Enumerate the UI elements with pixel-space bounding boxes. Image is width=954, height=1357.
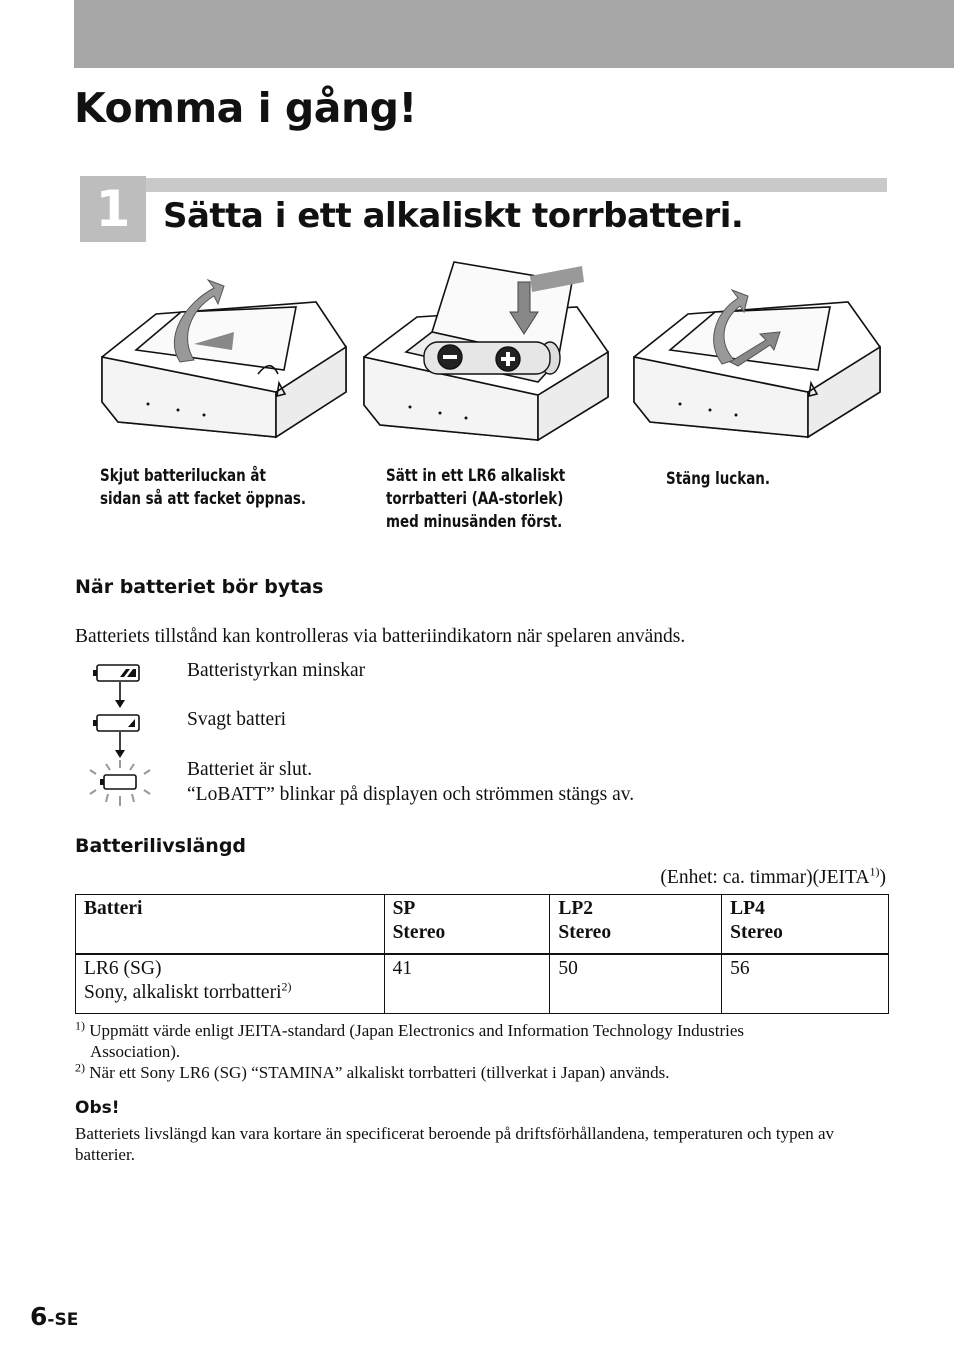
battery-empty-blinking-icon — [90, 760, 150, 806]
table-row — [76, 954, 889, 1014]
note-heading: Obs! — [75, 1098, 120, 1118]
step-rule — [146, 178, 887, 192]
battery-indicator-diagram — [82, 660, 160, 810]
battery-state-2: Svagt batteri — [187, 709, 287, 730]
replace-heading: När batteriet bör bytas — [75, 576, 324, 598]
device-close-cover-illustration — [630, 252, 886, 452]
page-number: 6-SE — [30, 1302, 79, 1331]
illustration-caption-3: Stäng luckan. — [666, 469, 771, 489]
illustration-caption-1: Skjut batteriluckan åt sidan så att facket öppnas. — [100, 466, 307, 509]
cell-battery: LR6 (SG) Sony, alkaliskt torrbatteri$^{2)}$ — [76, 954, 385, 1014]
battery-state-3-detail: “LoBATT” blinkar på displayen och strömmen stängs av. — [187, 784, 635, 805]
step-number: 1 — [80, 176, 146, 242]
header-band — [74, 0, 954, 68]
footnote-2: $^{2)}$ När ett Sony LR6 (SG) “STAMINA” alkaliskt torrbatteri (tillverkat i Japan) används. — [75, 1060, 670, 1082]
col-lp4: LP4 Stereo — [722, 895, 889, 955]
cell-lp2: 50 — [550, 954, 722, 1014]
battery-half-icon — [93, 665, 139, 681]
device-insert-battery-illustration — [362, 252, 618, 452]
unit-note: (Enhet: ca. timmar)(JEITA$^{1)}$) — [660, 864, 886, 888]
cell-sp: 41 — [384, 954, 550, 1014]
col-lp2: LP2 Stereo — [550, 895, 722, 955]
footnote-1: $^{1)}$ Uppmätt värde enligt JEITA-standard (Japan Electronics and Information Technology Industries Association). — [75, 1018, 744, 1061]
step-title: Sätta i ett alkaliskt torrbatteri. — [163, 196, 744, 236]
note-text: Batteriets livslängd kan vara kortare än specificerat beroende på driftsförhållandena, temperaturen och typen av batterier. — [75, 1124, 834, 1164]
battery-life-table — [75, 894, 889, 1014]
page-title: Komma i gång! — [74, 84, 417, 132]
illustration-caption-2: Sätt in ett LR6 alkaliskt torrbatteri (AA-storlek) med minusänden först. — [386, 466, 566, 532]
battery-life-heading: Batterilivslängd — [75, 835, 247, 857]
battery-low-icon — [93, 715, 139, 731]
battery-state-1: Batteristyrkan minskar — [187, 660, 366, 681]
cell-lp4: 56 — [722, 954, 889, 1014]
device-open-cover-illustration — [96, 252, 352, 452]
table-header-row — [76, 895, 889, 955]
col-battery: Batteri — [76, 895, 385, 955]
col-sp: SP Stereo — [384, 895, 550, 955]
battery-state-3: Batteriet är slut. — [187, 759, 313, 780]
replace-intro: Batteriets tillstånd kan kontrolleras via batteriindikatorn när spelaren används. — [75, 626, 686, 647]
